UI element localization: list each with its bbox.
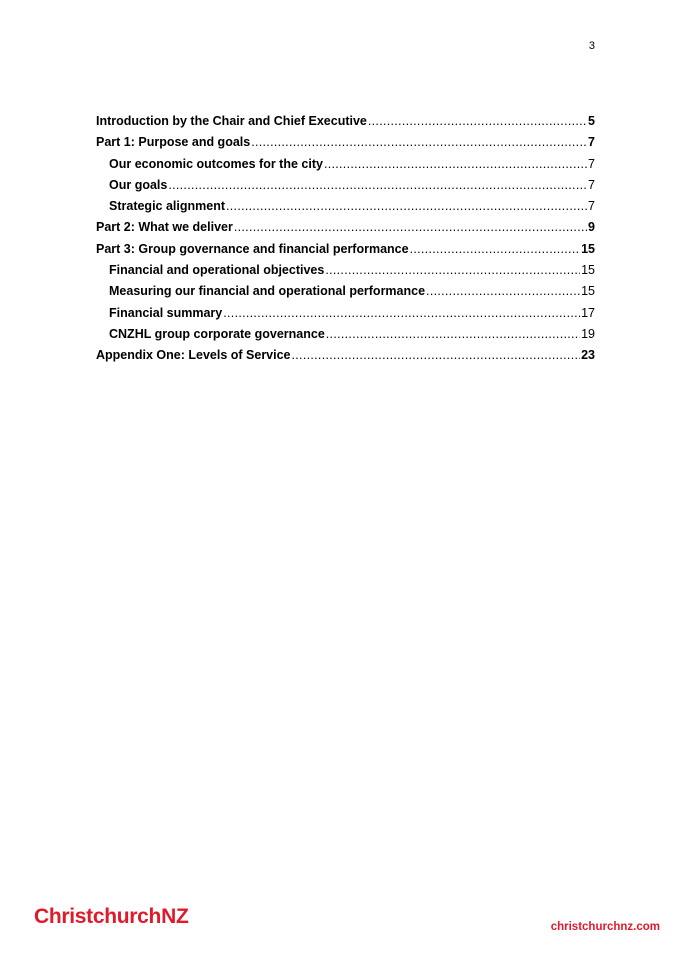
- toc-dot-leader: [251, 135, 587, 149]
- toc-entry-title: CNZHL group corporate governance: [109, 326, 325, 341]
- toc-entry-title: Introduction by the Chair and Chief Executive: [96, 114, 367, 128]
- toc-entry-page: 7: [588, 199, 595, 214]
- christchurchnz-logo: ChristchurchNZ: [34, 905, 189, 928]
- toc-dot-leader: [223, 306, 580, 320]
- toc-entry-title: Financial and operational objectives: [109, 263, 325, 278]
- toc-entry-title: Part 1: Purpose and goals: [96, 135, 251, 150]
- toc-dot-leader: [326, 327, 580, 341]
- toc-entry[interactable]: [96, 135, 595, 156]
- footer-url[interactable]: christchurchnz.com: [550, 921, 660, 933]
- toc-entry-title: Strategic alignment: [109, 199, 225, 214]
- toc-entry[interactable]: [96, 220, 595, 241]
- toc-entry[interactable]: [96, 327, 595, 348]
- toc-entry-page: 7: [588, 135, 595, 150]
- toc-entry-title: Part 3: Group governance and financial performance: [96, 241, 409, 256]
- toc-dot-leader: [324, 157, 587, 171]
- toc-dot-leader: [234, 220, 587, 234]
- toc-entry[interactable]: [96, 199, 595, 220]
- toc-entry[interactable]: [96, 242, 595, 263]
- toc-entry-title: Measuring our financial and operational performance: [109, 284, 426, 299]
- toc-dot-leader: [368, 114, 587, 128]
- toc-entry-title: Our economic outcomes for the city: [109, 156, 323, 171]
- toc-entry-page: 23: [581, 348, 595, 363]
- toc-dot-leader: [168, 178, 587, 192]
- toc-entry-title: Appendix One: Levels of Service: [96, 348, 291, 363]
- toc-dot-leader: [325, 263, 580, 277]
- toc-entry[interactable]: [96, 178, 595, 199]
- toc-entry[interactable]: [96, 306, 595, 327]
- toc-entry-page: 7: [588, 177, 595, 192]
- toc-entry-page: 7: [588, 156, 595, 171]
- toc-entry[interactable]: [96, 157, 595, 178]
- toc-dot-leader: [426, 284, 580, 298]
- toc-entry[interactable]: [96, 284, 595, 305]
- toc-entry-title: Part 2: What we deliver: [96, 220, 233, 235]
- toc-entry[interactable]: [96, 348, 595, 369]
- page-number: 3: [588, 40, 595, 52]
- toc-entry-page: 15: [581, 263, 595, 278]
- toc-dot-leader: [226, 199, 587, 213]
- toc-entry-page: 15: [581, 284, 595, 299]
- toc-entry-title: Financial summary: [109, 305, 223, 320]
- toc-entry-page: 19: [581, 326, 595, 341]
- toc-dot-leader: [292, 348, 581, 362]
- toc-entry[interactable]: [96, 263, 595, 284]
- table-of-contents: [96, 114, 595, 370]
- toc-entry-page: 5: [588, 114, 595, 128]
- toc-entry-page: 17: [581, 305, 595, 320]
- toc-entry-page: 9: [588, 220, 595, 235]
- toc-entry[interactable]: [96, 114, 595, 135]
- toc-dot-leader: [410, 242, 581, 256]
- toc-entry-title: Our goals: [109, 177, 168, 192]
- toc-entry-page: 15: [581, 241, 595, 256]
